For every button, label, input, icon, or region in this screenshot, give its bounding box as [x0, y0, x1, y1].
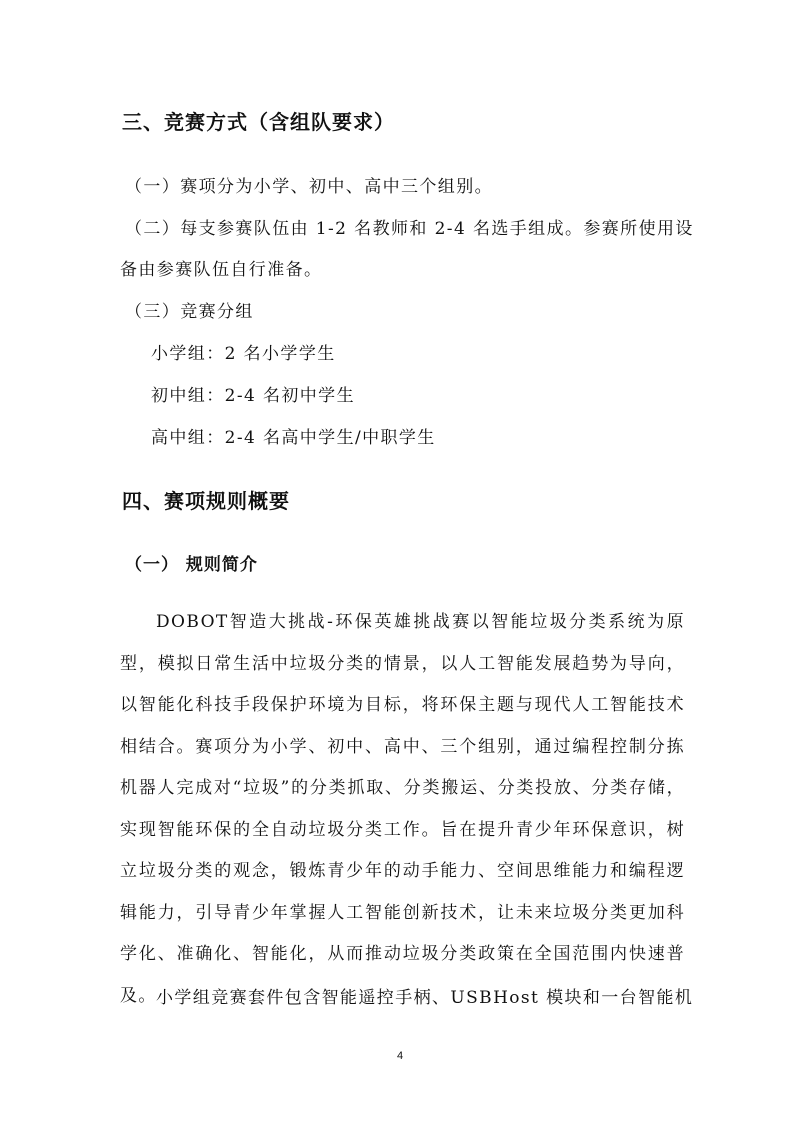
group-primary: 小学组：2 名小学学生: [151, 344, 336, 364]
section-3-heading: 三、竞赛方式（含组队要求）: [122, 110, 395, 134]
group-senior: 高中组：2-4 名高中学生/中职学生: [151, 428, 436, 448]
page-number: 4: [396, 1050, 404, 1062]
section-3-item-2-line-2: 备由参赛队伍自行准备。: [120, 260, 323, 280]
section-3-item-2-line-1: （二）每支参赛队伍由 1-2 名教师和 2-4 名选手组成。参赛所使用设: [125, 219, 694, 239]
rules-intro-paragraph: DOBOT智造大挑战-环保英雄挑战赛以智能垃圾分类系统为原型，模拟日常生活中垃圾分类的情景，以人工智能发展趋势为导向，以智能化科技手段保护环境为目标，将环保主题与现代人工智能技术相结合。赛项分为小学、初中、高中、三个组别，通过编程控制分拣机器人完成对“垃圾”的分类抓取、分类搬运、分类投放、分类存储，实现智能环保的全自动垃圾分类工作。旨在提升青少年环保意识，树立垃圾分类的观念，锻炼青少年的动手能力、空间思维能力和编程逻辑能力，引导青少年掌握人工智能创新技术，让未来垃圾分类更加科学化、准确化、智能化，从而推动垃圾分类政策在全国范围内快速普及。: [120, 612, 685, 1006]
primary-kit-paragraph: 小学组竞赛套件包含智能遥控手柄、USBHost 模块和一台智能机: [156, 988, 694, 1008]
group-junior: 初中组：2-4 名初中学生: [151, 386, 355, 406]
section-4-subheading: （一） 规则简介: [125, 555, 258, 575]
section-4-heading: 四、赛项规则概要: [122, 489, 290, 513]
section-3-item-1: （一）赛项分为小学、初中、高中三个组别。: [125, 177, 493, 197]
section-3-item-3: （三）竞赛分组: [125, 302, 254, 322]
